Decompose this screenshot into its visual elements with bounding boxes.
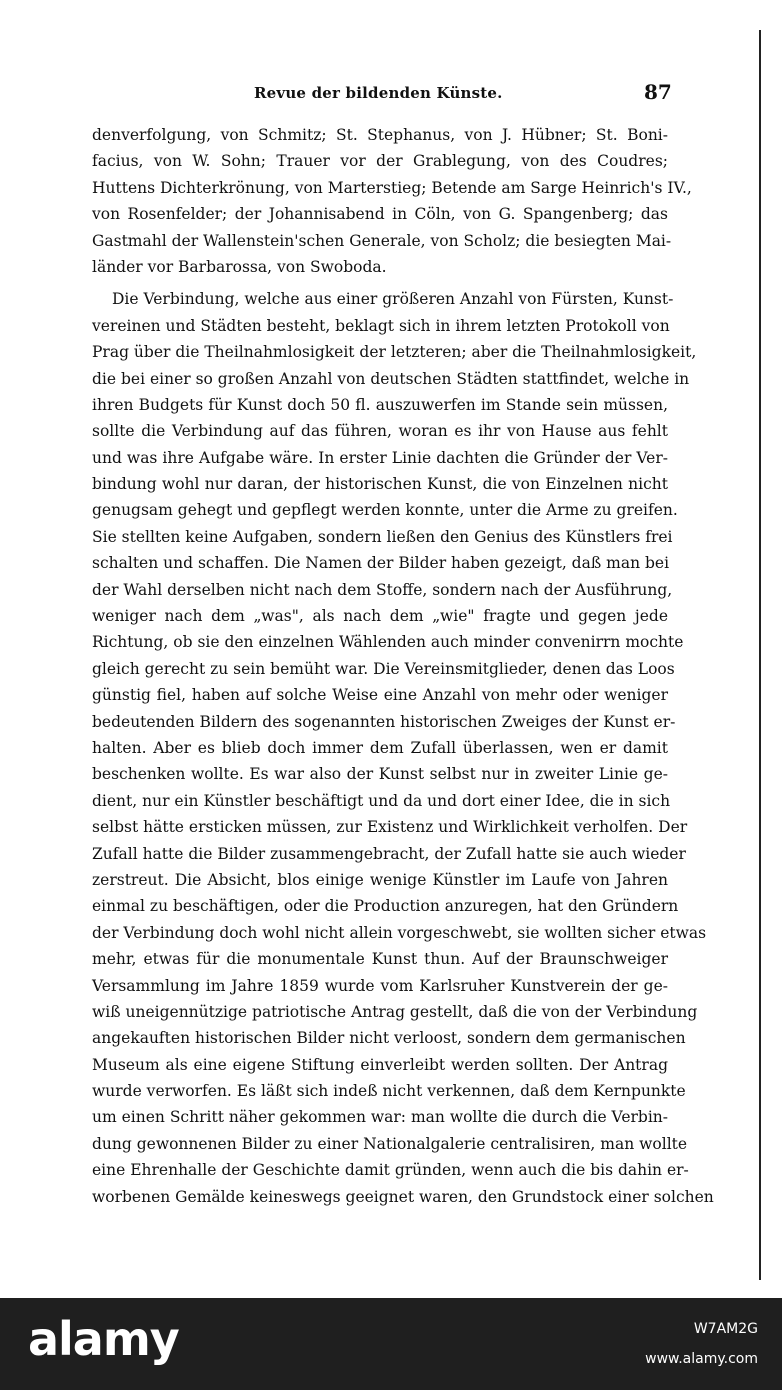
text-line: bedeutenden Bildern des sogenannten historischen Zweiges der Kunst er- xyxy=(92,712,676,731)
text-line: vereinen und Städten besteht, beklagt sich in ihrem letzten Protokoll von xyxy=(92,316,670,335)
text-line: Sie stellten keine Aufgaben, sondern ließen den Genius des Künstlers frei xyxy=(92,527,673,546)
text-line: länder vor Barbarossa, von Swoboda. xyxy=(92,257,387,276)
text-line: ihren Budgets für Kunst doch 50 fl. auszuwerfen im Stande sein müssen, xyxy=(92,395,668,414)
text-line: worbenen Gemälde keineswegs geeignet waren, den Grundstock einer solchen xyxy=(92,1187,714,1206)
text-line: Gastmahl der Wallenstein'schen Generale, von Scholz; die besiegten Mai- xyxy=(92,231,672,250)
text-line: einmal zu beschäftigen, oder die Production anzuregen, hat den Gründern xyxy=(92,897,679,916)
text-line: günstig fiel, haben auf solche Weise eine Anzahl von mehr oder weniger xyxy=(92,686,668,705)
text-line: gleich gerecht zu sein bemüht war. Die Vereinsmitglieder, denen das Loos xyxy=(92,659,675,678)
text-line: Zufall hatte die Bilder zusammengebracht, der Zufall hatte sie auch wieder xyxy=(92,844,686,863)
brand-logo: alamy xyxy=(28,1312,179,1366)
text-line: Richtung, ob sie den einzelnen Wählenden auch minder convenirrn mochte xyxy=(92,633,684,652)
text-line: genugsam gehegt und gepflegt werden konnte, unter die Arme zu greifen. xyxy=(92,501,678,520)
text-line: wiß uneigennützige patriotische Antrag gestellt, daß die von der Verbindung xyxy=(92,1002,698,1021)
text-line: Prag über die Theilnahmlosigkeit der letzteren; aber die Theilnahmlosigkeit, xyxy=(92,343,697,362)
text-line: bindung wohl nur daran, der historischen Kunst, die von Einzelnen nicht xyxy=(92,475,668,494)
page-edge-divider xyxy=(759,30,761,1280)
text-line: eine Ehrenhalle der Geschichte damit gründen, wenn auch die bis dahin er- xyxy=(92,1161,689,1180)
text-line: dient, nur ein Künstler beschäftigt und da und dort einer Idee, die in sich xyxy=(92,791,671,810)
text-line: der Verbindung doch wohl nicht allein vorgeschwebt, sie wollten sicher etwas xyxy=(92,923,707,942)
page-number: 87 xyxy=(644,80,672,104)
text-line: und was ihre Aufgabe wäre. In erster Linie dachten die Gründer der Ver- xyxy=(92,448,668,467)
image-id-block xyxy=(645,1314,758,1374)
text-line: schalten und schaffen. Die Namen der Bilder haben gezeigt, daß man bei xyxy=(92,554,670,573)
text-line: wurde verworfen. Es läßt sich indeß nicht verkennen, daß dem Kernpunkte xyxy=(92,1082,686,1101)
text-line: sollte die Verbindung auf das führen, woran es ihr von Hause aus fehlt xyxy=(92,422,668,441)
text-line: Die Verbindung, welche aus einer größeren Anzahl von Fürsten, Kunst- xyxy=(112,290,674,309)
text-line: die bei einer so großen Anzahl von deutschen Städten stattfindet, welche in xyxy=(92,369,690,388)
text-line: dung gewonnenen Bilder zu einer Nationalgalerie centralisiren, man wollte xyxy=(92,1134,688,1153)
text-line: Versammlung im Jahre 1859 wurde vom Karlsruher Kunstverein der ge- xyxy=(92,976,668,995)
site-url: www.alamy.com xyxy=(645,1351,758,1367)
text-line: um einen Schritt näher gekommen war: man wollte die durch die Verbin- xyxy=(92,1108,668,1127)
text-line: denverfolgung, von Schmitz; St. Stephanus, von J. Hübner; St. Boni- xyxy=(92,126,668,144)
text-line: weniger nach dem „was", als nach dem „wie" fragte und gegen jede xyxy=(92,607,668,626)
text-line: der Wahl derselben nicht nach dem Stoffe, sondern nach der Ausführung, xyxy=(92,580,673,599)
text-line: mehr, etwas für die monumentale Kunst thun. Auf der Braunschweiger xyxy=(92,950,668,969)
text-line: facius, von W. Sohn; Trauer vor der Grablegung, von des Coudres; xyxy=(92,152,668,171)
text-line: angekauften historischen Bilder nicht verloost, sondern dem germanischen xyxy=(92,1029,686,1048)
text-line: zerstreut. Die Absicht, blos einige wenige Künstler im Laufe von Jahren xyxy=(92,870,668,889)
body-text xyxy=(92,122,714,1210)
text-line: Museum als eine eigene Stiftung einverleibt werden sollten. Der Antrag xyxy=(92,1055,668,1074)
text-line: halten. Aber es blieb doch immer dem Zufall überlassen, wen er damit xyxy=(92,738,668,757)
text-line: von Rosenfelder; der Johannisabend in Cöln, von G. Spangenberg; das xyxy=(92,205,668,224)
text-line: Huttens Dichterkrönung, von Marterstieg; Betende am Sarge Heinrich's IV., xyxy=(92,178,692,197)
text-line: beschenken wollte. Es war also der Kunst selbst nur in zweiter Linie ge- xyxy=(92,765,668,784)
text-line: selbst hätte ersticken müssen, zur Existenz und Wirklichkeit verholfen. Der xyxy=(92,818,688,837)
image-id: W7AM2G xyxy=(693,1321,758,1337)
running-header: Revue der bildenden Künste. xyxy=(254,84,503,102)
